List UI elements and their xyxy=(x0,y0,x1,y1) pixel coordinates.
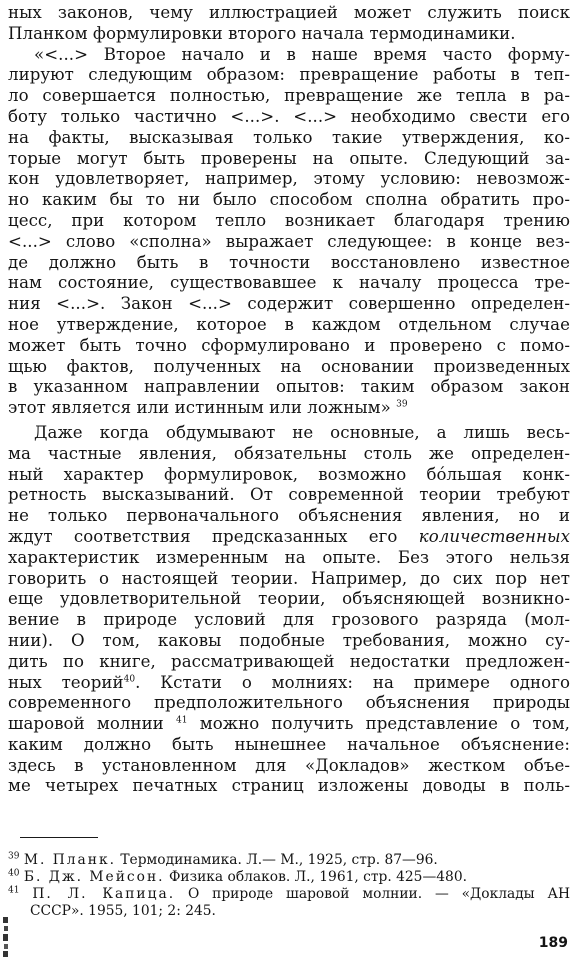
text-line: каким должно быть нынешнее начальное объяснение: xyxy=(8,734,570,754)
text-line: ный характер формулировок, возможно бóльшая конк- xyxy=(8,464,570,484)
text-line: современного предположительного объяснения природы xyxy=(8,693,570,713)
footnote-ref-41[interactable]: 41 xyxy=(176,715,188,726)
text-line: нам состояние, существовавшее к началу процесса тре- xyxy=(8,273,570,293)
text-line: ма частные явления, обязательны столь же определен- xyxy=(8,443,570,463)
text-fragment: ждут соответствия предсказанных его xyxy=(8,526,398,546)
text-line: в указанном направлении опытов: таким образом закон xyxy=(8,377,570,397)
text-line: нии). О том, каковы подобные требования, можно су- xyxy=(8,630,570,650)
main-text xyxy=(8,3,570,797)
text-line: цесс, при котором тепло возникает благодаря трению xyxy=(8,210,570,230)
text-line xyxy=(8,714,570,735)
text-line xyxy=(8,673,570,694)
footnote-number: 39 xyxy=(8,851,20,862)
text-fragment: шаровой молнии xyxy=(8,714,164,734)
footnote-divider xyxy=(20,837,98,838)
text-line: говорить о настоящей теории. Например, до сих пор нет xyxy=(8,568,570,588)
text-line: де должно быть в точности восстановлено известное xyxy=(8,252,570,272)
text-line: дить по книге, рассматривающей недостатки предложен- xyxy=(8,651,570,671)
text-line: ретность высказываний. От современной теории требуют xyxy=(8,485,570,505)
text-fragment: . Кстати о молниях: на примере одного xyxy=(135,672,570,692)
page-number: 189 xyxy=(538,935,568,951)
footnote-number: 41 xyxy=(8,885,20,896)
text-line xyxy=(8,527,570,548)
text-line: «<...> Второе начало и в наше время часто форму- xyxy=(34,44,570,64)
footnote-39 xyxy=(8,852,570,869)
footnote-author: П. Л. Капица. xyxy=(32,886,176,902)
text-line: боту только частично <...>. <...> необходимо свести его xyxy=(8,106,570,126)
footnote-text: О природе шаровой молнии. — «Доклады АН xyxy=(187,886,571,902)
text-fragment: ных теорий xyxy=(8,672,124,692)
italic-word: количественных xyxy=(418,526,570,546)
text-line: ло совершается полностью, превращение же тепла в ра- xyxy=(8,86,570,106)
text-line: лируют следующим образом: превращение работы в теп- xyxy=(8,65,570,85)
text-line: здесь в установленном для «Докладов» жестком объе- xyxy=(8,755,570,775)
text-line: ния <...>. Закон <...> содержит совершенно определен- xyxy=(8,294,570,314)
footnote-author: Б. Дж. Мейсон. xyxy=(23,869,165,885)
text-line: ме четырех печатных страниц изложены доводы в поль- xyxy=(8,776,570,796)
footnote-41 xyxy=(8,886,570,903)
footnote-text: Термодинамика. Л.— М., 1925, стр. 87—96. xyxy=(120,852,438,868)
footnote-ref-40[interactable]: 40 xyxy=(123,673,136,684)
footnote-author: М. Планк. xyxy=(23,852,116,868)
text-line: Даже когда обдумывают не основные, а лишь весь- xyxy=(34,422,570,442)
text-line: Планком формулировки второго начала термодинамики. xyxy=(8,23,516,43)
text-line: щью фактов, полученных на основании произведенных xyxy=(8,356,570,376)
text-line: ных законов, чему иллюстрацией может служить поиск xyxy=(8,3,570,22)
text-fragment: этот является или истинным или ложным» xyxy=(8,398,391,418)
text-line: на факты, высказывая только такие утверждения, ко- xyxy=(8,127,570,147)
footnote-text: Физика облаков. Л., 1961, стр. 425—480. xyxy=(168,869,467,885)
margin-stamp-icon xyxy=(2,915,10,959)
text-line: кон удовлетворяет, например, этому условию: невозмож- xyxy=(8,169,570,189)
text-line: ное утверждение, которое в каждом отдельном случае xyxy=(8,314,570,334)
footnote-ref-39[interactable]: 39 xyxy=(396,399,408,410)
text-line: не только первоначального объяснения явления, но и xyxy=(8,506,570,526)
footnote-41-continuation: СССР». 1955, 101; 2: 245. xyxy=(30,903,216,919)
footnote-40 xyxy=(8,869,570,886)
text-line: еще удовлетворительной теории, объясняющей возникно- xyxy=(8,589,570,609)
text-fragment: можно получить представление о том, xyxy=(199,714,570,734)
text-line xyxy=(8,398,570,419)
text-line: <...> слово «сполна» выражает следующее: в конце вез- xyxy=(8,231,570,251)
text-line: но каким бы то ни было способом сполна обратить про- xyxy=(8,190,570,210)
footnote-number: 40 xyxy=(8,868,20,879)
text-line: характеристик измеренным на опыте. Без этого нельзя xyxy=(8,547,570,567)
footnotes xyxy=(8,852,570,920)
text-line: может быть точно сформулировано и проверено с помо- xyxy=(8,335,570,355)
text-line: вение в природе условий для грозового разряда (мол- xyxy=(8,610,570,630)
text-line: торые могут быть проверены на опыте. Следующий за- xyxy=(8,148,570,168)
